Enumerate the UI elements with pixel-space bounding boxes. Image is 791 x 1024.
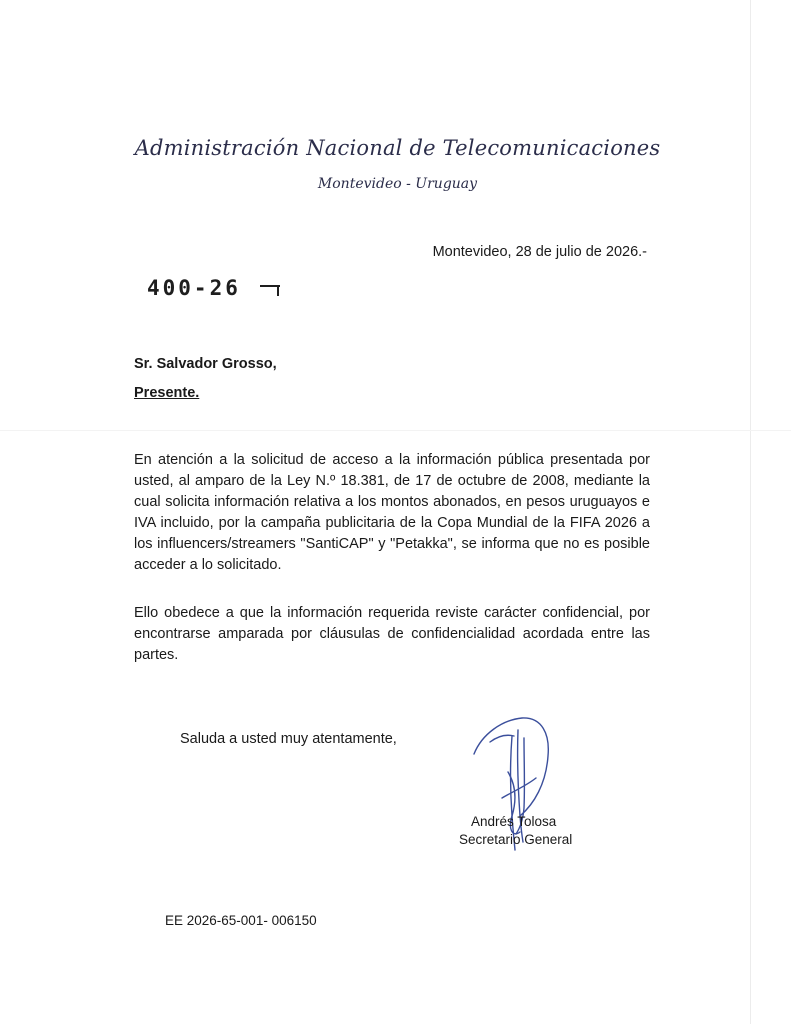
letterhead-title: Administración Nacional de Telecomunicaciones <box>134 136 661 160</box>
date-line: Montevideo, 28 de julio de 2026.- <box>432 244 647 260</box>
scan-fold-line <box>0 430 791 431</box>
file-reference: EE 2026-65-001- 006150 <box>165 913 317 928</box>
recipient-salutation: Presente. <box>134 385 200 401</box>
stamp-number: 400-26 <box>147 276 241 300</box>
letterhead-subtitle: Montevideo - Uruguay <box>317 176 478 192</box>
closing-line: Saluda a usted muy atentamente, <box>180 731 397 747</box>
body-paragraph-2: Ello obedece a que la información requerida reviste carácter confidencial, por encontrarse amparada por cláusulas de confidencialidad acordada entre las partes. <box>134 605 650 663</box>
recipient-name: Sr. Salvador Grosso, <box>134 356 277 372</box>
signer-title: Secretario General <box>459 832 573 847</box>
body-paragraph-1: En atención a la solicitud de acceso a la información pública presentada por usted, al amparo de la Ley N.º 18.381, de 17 de octubre de 2008, mediante la cual solicita información relativa a los montos abonados, en pesos uruguayos e IVA incluido, por la campaña publicitaria de la Copa Mundial de la FIFA 2026 a los influencers/streamers "SantiCAP" y "Petakka", se informa que no es posible acceder a lo solicitado. <box>134 452 650 573</box>
signer-name: Andrés Tolosa <box>471 814 557 829</box>
stamp-mark-icon <box>260 285 280 299</box>
